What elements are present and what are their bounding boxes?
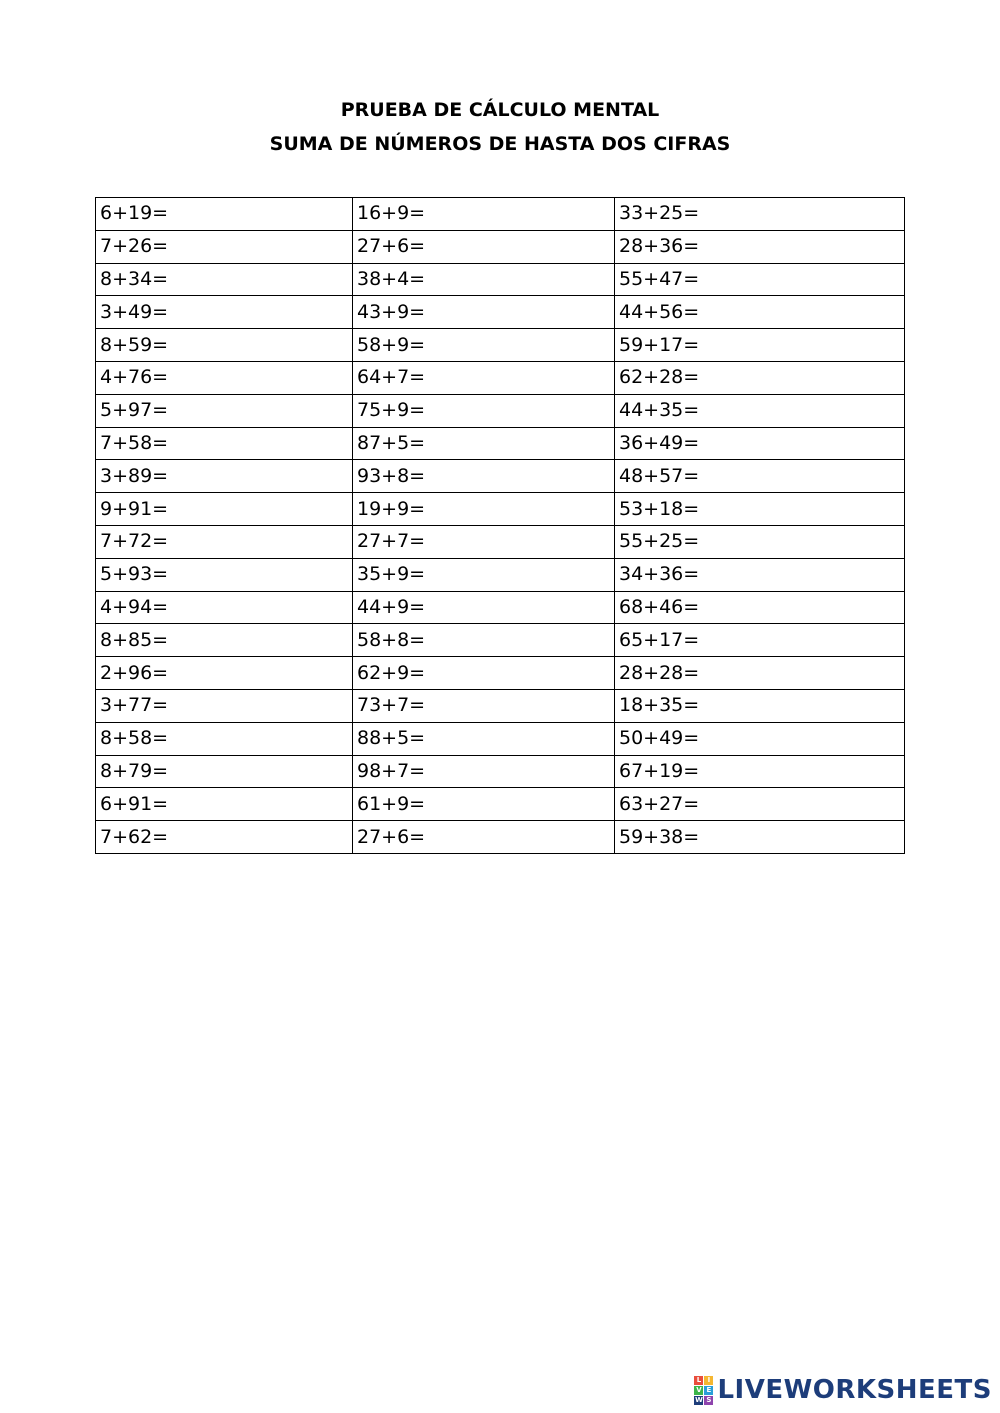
- sum-cell[interactable]: 6+19=: [96, 198, 353, 231]
- table-row: [96, 361, 905, 394]
- sum-cell[interactable]: 4+94=: [96, 591, 353, 624]
- sum-cell[interactable]: 35+9=: [353, 558, 615, 591]
- sum-cell[interactable]: 5+93=: [96, 558, 353, 591]
- sum-cell[interactable]: 33+25=: [615, 198, 905, 231]
- brand-logo-square: I: [704, 1376, 713, 1385]
- brand-logo-square: S: [706, 1395, 712, 1404]
- sum-cell[interactable]: 64+7=: [353, 361, 615, 394]
- sum-cell[interactable]: 50+49=: [615, 722, 905, 755]
- sum-cell[interactable]: 58+9=: [353, 329, 615, 362]
- sum-cell[interactable]: 8+58=: [96, 722, 353, 755]
- sum-cell[interactable]: 4+76=: [96, 361, 353, 394]
- sum-cell[interactable]: 63+27=: [615, 788, 905, 821]
- sum-cell[interactable]: 68+46=: [615, 591, 905, 624]
- sum-cell[interactable]: 5+97=: [96, 394, 353, 427]
- sum-cell[interactable]: 44+35=: [615, 394, 905, 427]
- sum-cell[interactable]: 75+9=: [353, 394, 615, 427]
- table-row: [96, 493, 905, 526]
- sum-cell[interactable]: 48+57=: [615, 460, 905, 493]
- table-row: [96, 329, 905, 362]
- brand-logo-square: V: [696, 1385, 702, 1394]
- brand-logo-icon: [694, 1376, 713, 1405]
- sum-cell[interactable]: 73+7=: [353, 689, 615, 722]
- table-row: [96, 689, 905, 722]
- sum-cell[interactable]: 53+18=: [615, 493, 905, 526]
- table-row: [96, 198, 905, 231]
- table-row: [96, 722, 905, 755]
- sum-cell[interactable]: 93+8=: [353, 460, 615, 493]
- page-title: PRUEBA DE CÁLCULO MENTAL: [340, 99, 660, 121]
- brand-logo-square: E: [704, 1386, 713, 1395]
- sum-cell[interactable]: 62+28=: [615, 361, 905, 394]
- sums-table: [95, 197, 905, 854]
- sum-cell[interactable]: 16+9=: [353, 198, 615, 231]
- sum-cell[interactable]: 27+7=: [353, 525, 615, 558]
- sum-cell[interactable]: 88+5=: [353, 722, 615, 755]
- sum-cell[interactable]: 7+62=: [96, 821, 353, 854]
- brand-watermark: [694, 1375, 992, 1405]
- sum-cell[interactable]: 98+7=: [353, 755, 615, 788]
- brand-name: LIVEWORKSHEETS: [717, 1375, 992, 1405]
- sum-cell[interactable]: 3+89=: [96, 460, 353, 493]
- table-row: [96, 788, 905, 821]
- table-row: [96, 427, 905, 460]
- sum-cell[interactable]: 19+9=: [353, 493, 615, 526]
- sum-cell[interactable]: 58+8=: [353, 624, 615, 657]
- sum-cell[interactable]: 87+5=: [353, 427, 615, 460]
- sum-cell[interactable]: 34+36=: [615, 558, 905, 591]
- table-row: [96, 657, 905, 690]
- sum-cell[interactable]: 3+77=: [96, 689, 353, 722]
- sum-cell[interactable]: 8+59=: [96, 329, 353, 362]
- sum-cell[interactable]: 55+25=: [615, 525, 905, 558]
- sum-cell[interactable]: 44+56=: [615, 296, 905, 329]
- sum-cell[interactable]: 36+49=: [615, 427, 905, 460]
- title-block: [0, 93, 1000, 161]
- table-row: [96, 624, 905, 657]
- table-row: [96, 755, 905, 788]
- sum-cell[interactable]: 38+4=: [353, 263, 615, 296]
- sum-cell[interactable]: 7+58=: [96, 427, 353, 460]
- table-row: [96, 394, 905, 427]
- sum-cell[interactable]: 27+6=: [353, 230, 615, 263]
- table-row: [96, 296, 905, 329]
- sum-cell[interactable]: 67+19=: [615, 755, 905, 788]
- sum-cell[interactable]: 28+28=: [615, 657, 905, 690]
- brand-logo-square: L: [694, 1376, 703, 1385]
- sum-cell[interactable]: 27+6=: [353, 821, 615, 854]
- sum-cell[interactable]: 2+96=: [96, 657, 353, 690]
- sum-cell[interactable]: 7+72=: [96, 525, 353, 558]
- sum-cell[interactable]: 9+91=: [96, 493, 353, 526]
- sum-cell[interactable]: 8+79=: [96, 755, 353, 788]
- sum-cell[interactable]: 28+36=: [615, 230, 905, 263]
- sum-cell[interactable]: 61+9=: [353, 788, 615, 821]
- table-row: [96, 591, 905, 624]
- sum-cell[interactable]: 62+9=: [353, 657, 615, 690]
- table-row: [96, 230, 905, 263]
- sum-cell[interactable]: 65+17=: [615, 624, 905, 657]
- sum-cell[interactable]: 8+85=: [96, 624, 353, 657]
- sum-cell[interactable]: 6+91=: [96, 788, 353, 821]
- table-row: [96, 525, 905, 558]
- table-row: [96, 821, 905, 854]
- sum-cell[interactable]: 3+49=: [96, 296, 353, 329]
- page-subtitle: SUMA DE NÚMEROS DE HASTA DOS CIFRAS: [269, 133, 731, 155]
- sum-cell[interactable]: 18+35=: [615, 689, 905, 722]
- table-row: [96, 263, 905, 296]
- sum-cell[interactable]: 44+9=: [353, 591, 615, 624]
- table-row: [96, 558, 905, 591]
- table-row: [96, 460, 905, 493]
- sum-cell[interactable]: 7+26=: [96, 230, 353, 263]
- brand-logo-square: W: [695, 1395, 703, 1404]
- sum-cell[interactable]: 55+47=: [615, 263, 905, 296]
- sum-cell[interactable]: 43+9=: [353, 296, 615, 329]
- sum-cell[interactable]: 59+38=: [615, 821, 905, 854]
- sums-table-body: [96, 198, 905, 854]
- sum-cell[interactable]: 59+17=: [615, 329, 905, 362]
- sum-cell[interactable]: 8+34=: [96, 263, 353, 296]
